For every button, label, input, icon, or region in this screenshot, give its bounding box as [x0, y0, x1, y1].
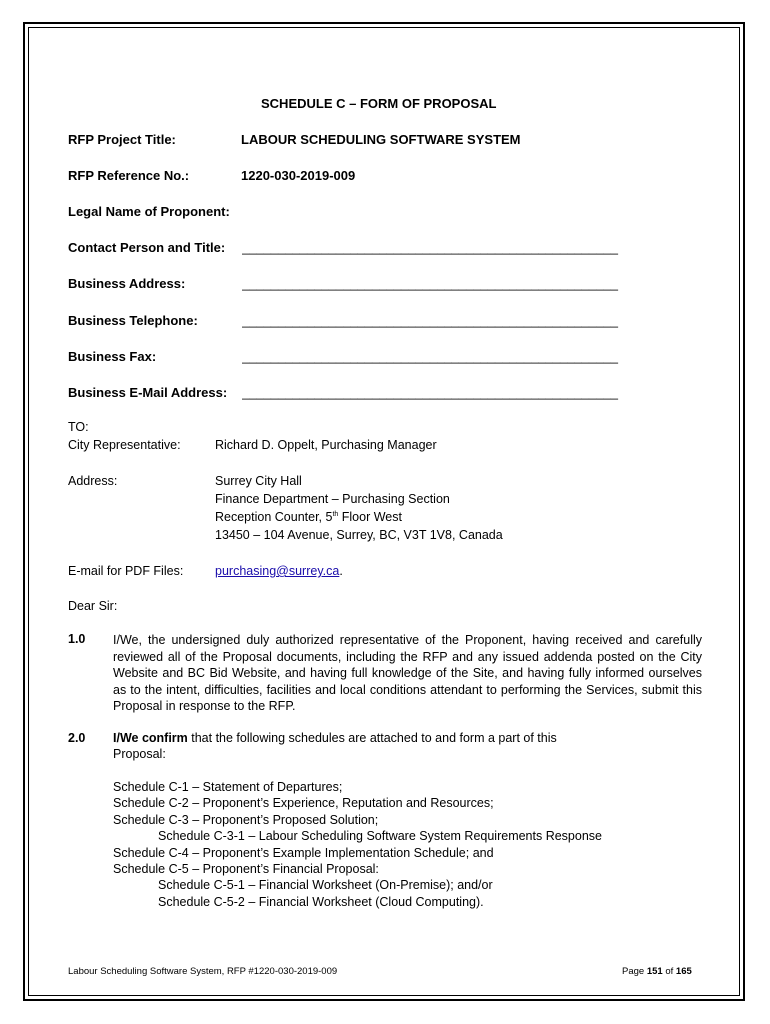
email-label: E-mail for PDF Files: [68, 564, 184, 578]
rfp-project-title-label: RFP Project Title: [68, 132, 176, 147]
section-2-number: 2.0 [68, 731, 86, 745]
contact-person-field[interactable]: ____________________________________________________ [242, 240, 618, 255]
email-period: . [339, 564, 343, 578]
address-line-3 [215, 510, 402, 524]
rfp-reference-value: 1220-030-2019-009 [241, 168, 356, 183]
rfp-project-title-value: LABOUR SCHEDULING SOFTWARE SYSTEM [241, 132, 521, 147]
business-email-field[interactable]: ____________________________________________________ [242, 385, 618, 400]
section-2-line-1 [113, 731, 557, 745]
salutation: Dear Sir: [68, 599, 118, 613]
schedule-item: Schedule C-2 – Proponent’s Experience, Reputation and Resources; [113, 796, 494, 810]
address-line-4: 13450 – 104 Avenue, Surrey, BC, V3T 1V8, Canada [215, 528, 503, 542]
footer-page-of: of [665, 966, 674, 977]
address-label: Address: [68, 474, 118, 488]
footer-page-number [622, 966, 692, 977]
email-link[interactable]: purchasing@surrey.ca [215, 564, 340, 578]
section-1-text: I/We, the undersigned duly authorized representative of the Proponent, having received and carefully reviewed all of the Proposal documents, including the RFP and any issued addenda posted on the City Website and BC Bid Website, and having full knowledge of the Site, and having fully informed ourselves as to the intent, difficulties, facilities and local conditions attendant to performing the Services, submit this Proposal in response to the RFP. [113, 633, 702, 714]
business-telephone-field[interactable]: ____________________________________________________ [242, 313, 618, 328]
schedule-item: Schedule C-5-1 – Financial Worksheet (On-Premise); and/or [158, 878, 493, 892]
footer-page-word: Page [622, 966, 645, 977]
address-line-1: Surrey City Hall [215, 474, 302, 488]
footer-document-title: Labour Scheduling Software System, RFP #1220-030-2019-009 [68, 966, 338, 977]
ordinal-suffix: th [332, 510, 339, 518]
section-2-line-2: Proposal: [113, 747, 166, 761]
schedule-item: Schedule C-3-1 – Labour Scheduling Software System Requirements Response [158, 829, 602, 843]
email-line [215, 564, 343, 578]
footer-page-current: 151 [646, 966, 663, 977]
legal-name-label: Legal Name of Proponent: [68, 204, 230, 219]
footer-page-total: 165 [675, 966, 692, 977]
address-line-3-end: Floor West [338, 510, 402, 524]
schedule-item: Schedule C-1 – Statement of Departures; [113, 780, 343, 794]
rfp-reference-label: RFP Reference No.: [68, 168, 190, 183]
form-heading: SCHEDULE C – FORM OF PROPOSAL [261, 96, 497, 111]
section-2-text-1: that the following schedules are attached to and form a part of this [187, 731, 557, 745]
schedule-item: Schedule C-5 – Proponent’s Financial Proposal: [113, 862, 379, 876]
business-address-field[interactable]: ____________________________________________________ [242, 276, 618, 291]
schedule-item: Schedule C-3 – Proponent’s Proposed Solution; [113, 813, 379, 827]
address-line-2: Finance Department – Purchasing Section [215, 492, 450, 506]
business-address-label: Business Address: [68, 276, 186, 291]
section-2-bold-lead: I/We confirm [113, 731, 188, 745]
schedule-item: Schedule C-5-2 – Financial Worksheet (Cloud Computing). [158, 895, 484, 909]
section-1-number: 1.0 [68, 632, 86, 646]
business-telephone-label: Business Telephone: [68, 313, 198, 328]
business-email-label: Business E-Mail Address: [68, 385, 228, 400]
address-line-3-start: Reception Counter, 5 [215, 510, 333, 524]
schedule-item: Schedule C-4 – Proponent’s Example Implementation Schedule; and [113, 846, 494, 860]
business-fax-label: Business Fax: [68, 349, 157, 364]
business-fax-field[interactable]: ____________________________________________________ [242, 349, 618, 364]
city-rep-value: Richard D. Oppelt, Purchasing Manager [215, 438, 437, 452]
to-heading: TO: [68, 420, 89, 434]
contact-person-label: Contact Person and Title: [68, 240, 226, 255]
city-rep-label: City Representative: [68, 438, 181, 452]
